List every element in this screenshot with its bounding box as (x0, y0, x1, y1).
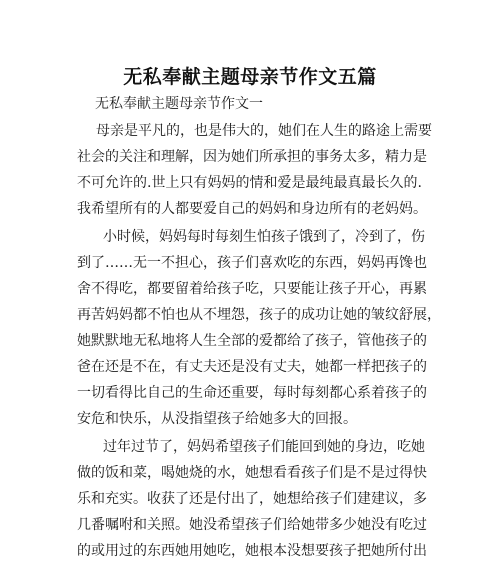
paragraph-line: 乐和充实。收获了还是付出了，她想给孩子们建建议，多 (77, 491, 427, 507)
paragraph-line: 爸在还是不在，有丈夫还是没有丈夫，她都一样把孩子的 (77, 359, 427, 375)
paragraph-line: 一切看得比自己的生命还重要，每时每刻都心系着孩子的 (77, 385, 427, 401)
paragraph-line: 做的饭和菜，喝她烧的水，她想看看孩子们是不是过得快 (77, 465, 427, 481)
paragraph-line: 社会的关注和理解，因为她们所承担的事务太多，精力是 (77, 149, 427, 165)
paragraph-line: 的或用过的东西她用她吃，她根本没想要孩子把她所付出 (77, 543, 427, 559)
paragraph-line: 不可允许的.世上只有妈妈的情和爱是最纯最真最长久的. (77, 175, 422, 191)
paragraph-line: 小时候，妈妈每时每刻生怕孩子饿到了，冷到了，伤 (103, 229, 425, 245)
paragraph-line: 她默默地无私地将人生全部的爱都给了孩子，管他孩子的 (77, 333, 427, 349)
paragraph-line: 再苦妈妈都不怕也从不埋怨，孩子的成功让她的皱纹舒展， (77, 307, 441, 323)
paragraph-line: 安危和快乐，从没指望孩子给她多大的回报。 (77, 411, 357, 427)
paragraph-line: 几番嘱咐和关照。她没希望孩子们给她带多少她没有吃过 (77, 517, 427, 533)
paragraph-line: 我希望所有的人都要爱自己的妈妈和身边所有的老妈妈。 (77, 201, 427, 217)
paragraph-line: 过年过节了，妈妈希望孩子们能回到她的身边，吃她 (103, 439, 425, 455)
paragraph-line: 舍不得吃，都要留着给孩子吃，只要能让孩子开心，再累 (77, 281, 427, 297)
document-title: 无私奉献主题母亲节作文五篇 (123, 66, 377, 88)
paragraph-line: 母亲是平凡的，也是伟大的，她们在人生的路途上需要 (96, 123, 432, 139)
paragraph-line: 到了……无一不担心，孩子们喜欢吃的东西，妈妈再馋也 (77, 255, 427, 271)
section-heading: 无私奉献主题母亲节作文一 (95, 96, 263, 112)
